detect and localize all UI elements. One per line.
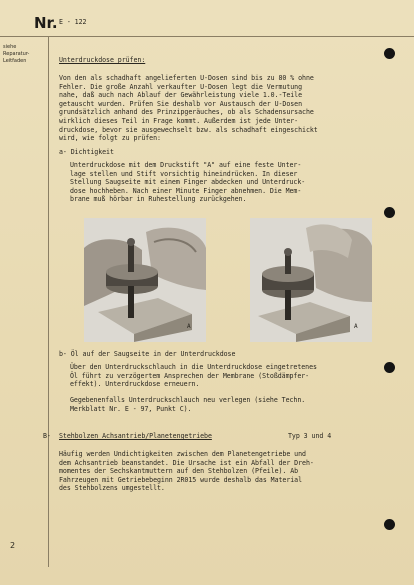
page-number: 2 <box>10 541 16 550</box>
punch-hole <box>384 48 395 59</box>
item-b-note: Gegebenenfalls Unterdruckschlauch neu verlegen (siehe Techn. Merkblatt Nr. E - 97, Punkt C). <box>70 396 306 413</box>
item-b-detail: Über den Unterdruckschlauch in die Unterdruckdose eingetretenes Öl führt zu verzögertem Ansprechen der Membrane (Stoßdämpfer- effekt). Unterdruckdose erneuern. <box>70 363 317 389</box>
section2-prefix: B- <box>43 432 51 440</box>
margin-note <box>3 44 47 65</box>
section1-intro: Von den als schadhaft angelieferten U-Dosen sind bis zu 80 % ohne Fehler. Die große Anzahl verkaufter U-Dosen legt die Vermutung nahe, daß auch nach Ablauf der Gewährleistung viele 1.0.-Teile getauscht wurden. Prüfen Sie deshalb vor Austausch der U-Dosen grundsätzlich anhand des Prinzipgeräuches, ob als Schadensursache wirklich dieses Teil in Frage kommt. Außerdem ist jede Unter- druckdose, bevor sie ausgewechselt bzw. als schadhaft eingeschickt wird, wie folgt zu prüfen: <box>59 74 318 143</box>
document-number: E - 122 <box>59 18 87 26</box>
section2-text: Häufig werden Undichtigkeiten zwischen dem Planetengetriebe und dem Achsantrieb beanstandet. Die Ursache ist ein Abfall der Dreh- momentes der Sechskantmuttern auf den Stehbolzen (Pfeile). Ab Fahrzeugen mit Getriebebeginn 2R015 wurde deshalb das Material des Stehbolzens umgestellt. <box>59 450 314 493</box>
photo-left-label: A <box>187 323 191 330</box>
section2-title: Stehbolzen Achsantrieb/Planetengetriebe <box>59 432 212 440</box>
punch-hole <box>384 519 395 530</box>
photo-right-covering-suction <box>250 218 372 342</box>
item-a-text: Unterdruckdose mit dem Druckstift "A" auf eine feste Unter- lage stellen und Stift vorsichtig hineindrücken. In dieser Stellung Saugseite mit einem Finger abdecken und Unterdruck- dose hochheben. Nach einer Minute Finger abnehmen. Die Mem- brane muß hörbar in Ruhestellung zurückgehen. <box>70 161 306 204</box>
photo-left-pressing-pin <box>84 218 206 342</box>
margin-rule <box>48 36 49 567</box>
photo-right-label: A <box>354 323 358 330</box>
item-b-heading: b- Öl auf der Saugseite in der Unterdruckdose <box>59 350 236 358</box>
punch-hole <box>384 362 395 373</box>
margin-note-text: siehe Reparatur- Leitfaden <box>3 44 30 64</box>
section1-title: Unterdruckdose prüfen: <box>59 56 146 64</box>
punch-hole <box>384 207 395 218</box>
header-rule <box>0 36 414 37</box>
section2-reference: Typ 3 und 4 <box>288 432 332 440</box>
number-label: Nr. <box>34 14 58 32</box>
item-a-heading: a- Dichtigkeit <box>59 148 114 156</box>
